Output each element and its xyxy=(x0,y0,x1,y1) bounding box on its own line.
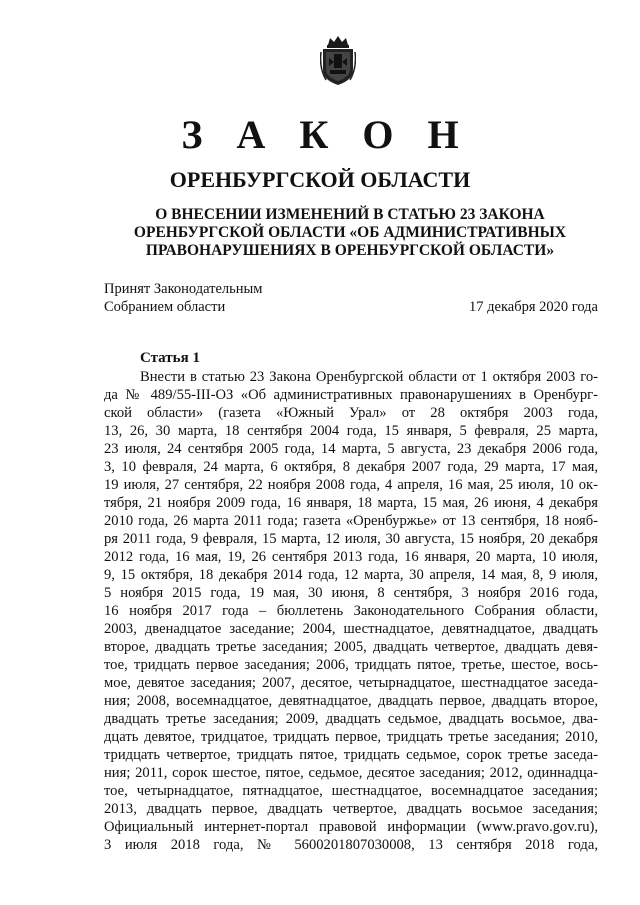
body-line: 2012 года, 16 мая, 19, 26 сентября 2013 года, 16 января, 20 марта, 10 июля, xyxy=(104,549,598,565)
adopted-by-line: Принят Законодательным xyxy=(104,281,263,297)
body-line: тое, четырнадцатое, пятнадцатое, шестнадцатое, восемнадцатое заседания; xyxy=(104,783,598,799)
body-line: 13, 26, 30 марта, 18 сентября 2004 года, 15 января, 5 февраля, 25 марта, xyxy=(104,423,598,439)
body-line: ря 2011 года, 9 февраля, 15 марта, 12 июля, 30 августа, 15 ноября, 20 декабря xyxy=(104,531,598,547)
body-line: Внести в статью 23 Закона Оренбургской области от 1 октября 2003 го- xyxy=(140,369,598,385)
body-line: второе, двадцать третье заседания; 2005, двадцать четвертое, двадцать девя- xyxy=(104,639,598,655)
body-line: мое, девятое заседания; 2007, десятое, четырнадцатое, шестнадцатое заседа- xyxy=(104,675,598,691)
document-subtitle: ОРЕНБУРГСКОЙ ОБЛАСТИ xyxy=(169,167,471,192)
law-heading-line: О ВНЕСЕНИИ ИЗМЕНЕНИЙ В СТАТЬЮ 23 ЗАКОНА xyxy=(155,206,545,223)
orenburg-coat-of-arms-icon xyxy=(320,36,356,86)
body-line: тября, 21 ноября 2009 года, 16 января, 18 марта, 15 мая, 26 июня, 4 декабря xyxy=(104,495,598,511)
body-line: 2003, двенадцатое заседание; 2004, шестнадцатое, девятнадцатое, двадцать xyxy=(104,621,598,637)
adopted-by xyxy=(104,280,262,316)
body-line: ния; 2011, сорок шестое, пятое, седьмое, десятое заседания; 2012, одиннадца- xyxy=(104,765,598,781)
article-title: Статья 1 xyxy=(140,350,200,366)
body-line: двадцать третье заседания; 2009, двадцать седьмое, двадцать восьмое, два- xyxy=(104,711,598,727)
body-line: 19 июля, 27 сентября, 22 ноября 2008 года, 4 апреля, 16 мая, 25 июля, 10 ок- xyxy=(104,477,598,493)
body-line: ской области» (газета «Южный Урал» от 28 октября 2003 года, xyxy=(104,405,598,421)
body-line: 16 ноября 2017 года – бюллетень Законодательного Собрания области, xyxy=(104,603,598,619)
law-heading-line: ОРЕНБУРГСКОЙ ОБЛАСТИ «ОБ АДМИНИСТРАТИВНЫХ xyxy=(133,224,567,241)
adoption-date: 17 декабря 2020 года xyxy=(469,299,598,315)
body-line: тое, тридцать первое заседания; 2006, тридцать пятое, третье, шестое, вось- xyxy=(104,657,598,673)
law-heading-line: ПРАВОНАРУШЕНИЯХ В ОРЕНБУРГСКОЙ ОБЛАСТИ» xyxy=(145,242,555,259)
document-title: З А К О Н xyxy=(181,112,471,157)
body-line: дцать девятое, тридцатое, тридцать первое, тридцать третье заседания; 2010, xyxy=(104,729,598,745)
body-line: 2010 года, 26 марта 2011 года; газета «Оренбуржье» от 13 сентября, 18 нояб- xyxy=(104,513,598,529)
body-line: 23 июля, 24 сентября 2005 года, 14 марта, 5 августа, 23 декабря 2006 года, xyxy=(104,441,598,457)
body-line: 2013, двадцать первое, двадцать четвертое, двадцать восьмое заседания; xyxy=(104,801,598,817)
adopted-by-line: Собранием области xyxy=(104,299,226,315)
law-heading xyxy=(100,206,600,260)
body-line: 9, 15 октября, 18 декабря 2014 года, 12 марта, 30 апреля, 14 мая, 8, 9 июля, xyxy=(104,567,598,583)
body-line: 5 ноября 2015 года, 19 мая, 30 июня, 8 сентября, 3 ноября 2016 года, xyxy=(104,585,598,601)
body-line: Официальный интернет-портал правовой информации (www.pravo.gov.ru), xyxy=(104,819,598,835)
body-line: 3 июля 2018 года, № 5600201807030008, 13 сентября 2018 года, xyxy=(104,837,598,853)
body-line: ния; 2008, восемнадцатое, девятнадцатое, двадцать первое, двадцать второе, xyxy=(104,693,598,709)
body-line: да № 489/55-III-ОЗ «Об административных правонарушениях в Оренбург- xyxy=(104,387,598,403)
body-line: 3, 10 февраля, 24 марта, 6 октября, 8 декабря 2007 года, 29 марта, 17 мая, xyxy=(104,459,598,475)
article-body xyxy=(104,368,598,854)
body-line: тридцать четвертое, тридцать пятое, тридцать седьмое, сорок третье заседа- xyxy=(104,747,598,763)
